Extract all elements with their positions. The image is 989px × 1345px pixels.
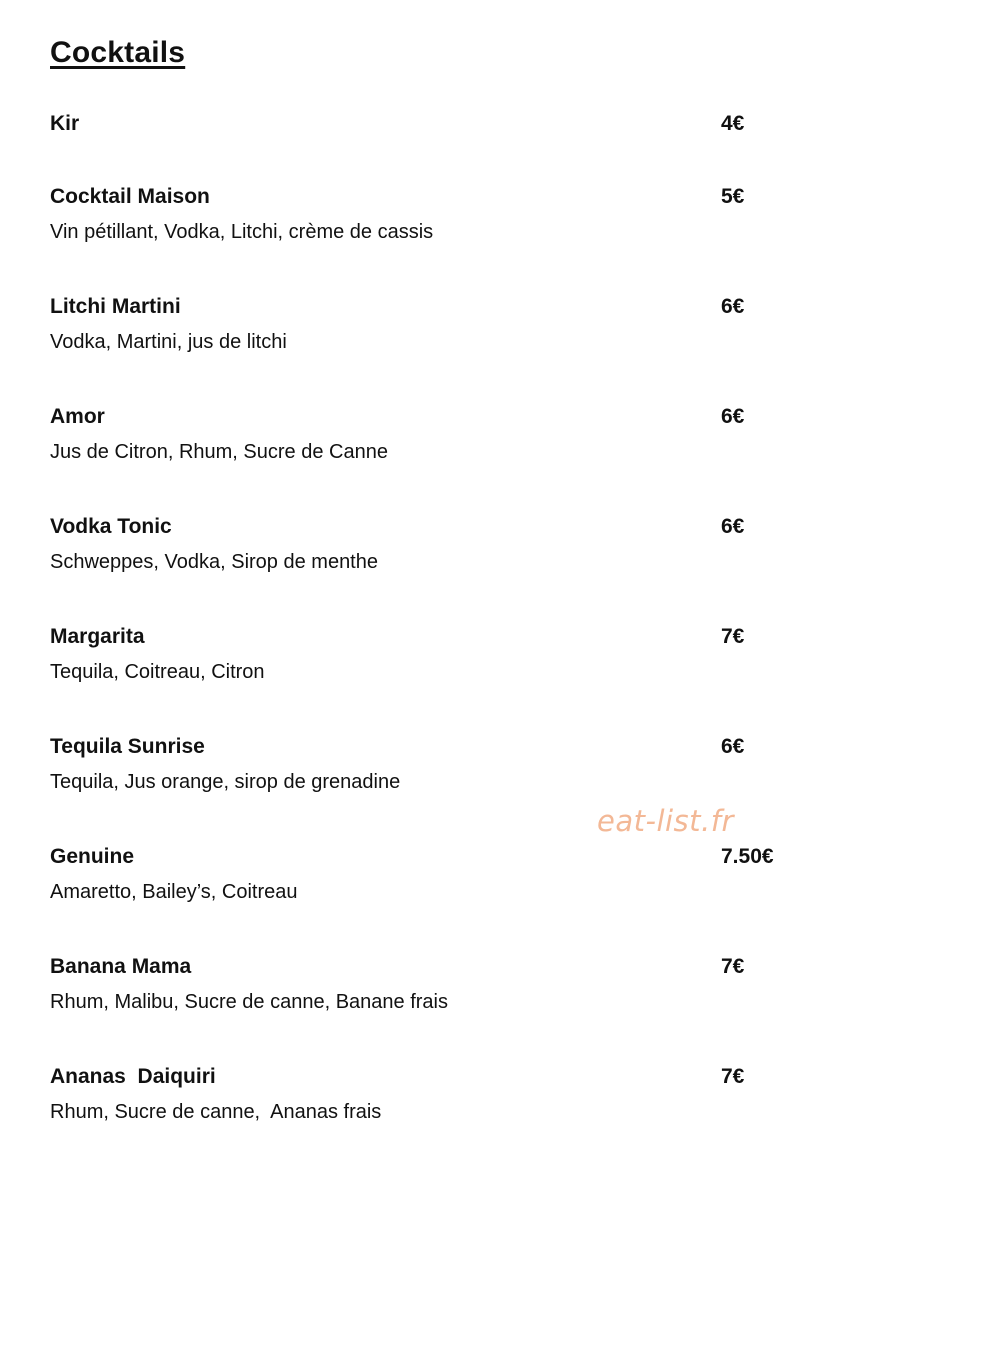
item-price: 5€ (721, 185, 745, 208)
item-price: 7€ (721, 1065, 745, 1088)
item-name: Litchi Martini (50, 295, 181, 318)
item-description: Rhum, Sucre de canne, Ananas frais (50, 1101, 382, 1123)
item-price: 6€ (721, 735, 745, 758)
item-price: 6€ (721, 295, 745, 318)
item-description: Vin pétillant, Vodka, Litchi, crème de cassis (50, 221, 434, 243)
item-description: Tequila, Jus orange, sirop de grenadine (50, 771, 401, 793)
item-name: Ananas Daiquiri (50, 1065, 216, 1088)
item-description: Schweppes, Vodka, Sirop de menthe (50, 551, 378, 573)
item-description: Vodka, Martini, jus de litchi (50, 331, 287, 353)
item-price: 6€ (721, 405, 745, 428)
watermark: eat-list.fr (597, 804, 734, 838)
item-price: 6€ (721, 515, 745, 538)
item-name: Vodka Tonic (50, 515, 172, 538)
item-name: Genuine (50, 845, 135, 868)
item-name: Cocktail Maison (50, 185, 210, 208)
item-price: 7€ (721, 955, 745, 978)
page-title: Cocktails (50, 36, 186, 69)
item-price: 7.50€ (721, 845, 774, 868)
item-description: Rhum, Malibu, Sucre de canne, Banane frais (50, 991, 448, 1013)
item-description: Amaretto, Bailey’s, Coitreau (50, 881, 298, 903)
item-price: 7€ (721, 625, 745, 648)
item-name: Banana Mama (50, 955, 192, 978)
item-name: Amor (50, 405, 105, 428)
item-description: Tequila, Coitreau, Citron (50, 661, 265, 683)
item-name: Kir (50, 112, 80, 135)
item-name: Margarita (50, 625, 145, 648)
item-description: Jus de Citron, Rhum, Sucre de Canne (50, 441, 388, 463)
item-name: Tequila Sunrise (50, 735, 205, 758)
item-price: 4€ (721, 112, 745, 135)
